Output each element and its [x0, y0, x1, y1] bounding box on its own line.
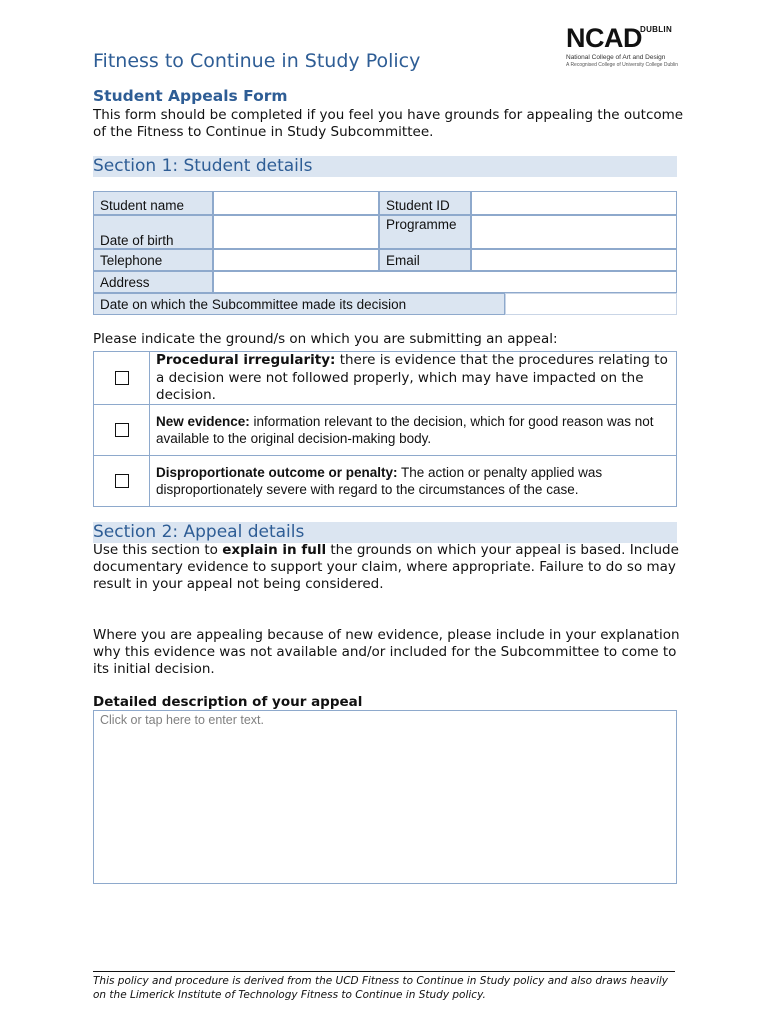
address-label: Address	[93, 271, 213, 293]
section2-paragraph-1	[93, 542, 693, 593]
new-evidence-description: information relevant to the decision, which for good reason was not available to the original decision-making body.	[156, 414, 654, 446]
section1-heading: Section 1: Student details	[93, 156, 677, 177]
decision-date-label: Date on which the Subcommittee made its decision	[93, 293, 505, 315]
procedural-text	[156, 352, 670, 405]
para1-part-c: the grounds on which your appeal is based. Include documentary evidence to support your claim, where appropriate. Failure to do so may result in your appeal not being considered.	[93, 542, 679, 592]
telephone-label: Telephone	[93, 249, 213, 271]
student-name-label: Student name	[93, 191, 213, 215]
procedural-checkbox-cell	[94, 352, 150, 404]
email-field[interactable]	[471, 249, 677, 271]
date-of-birth-field[interactable]	[213, 215, 379, 249]
para1-emphasis: explain in full	[222, 542, 327, 558]
para1-part-a: Use this section to	[93, 542, 223, 558]
logo-subline: National College of Art and Design	[566, 54, 666, 61]
form-title: Student Appeals Form	[93, 87, 288, 105]
logo-subline-small: A Recognised College of University College Dublin	[566, 62, 679, 68]
new-evidence-text	[156, 413, 670, 447]
decision-date-field[interactable]	[505, 293, 677, 315]
grounds-intro: Please indicate the ground/s on which you are submitting an appeal:	[93, 331, 558, 347]
student-details-table	[93, 191, 677, 315]
programme-label: Programme	[379, 215, 471, 249]
student-name-field[interactable]	[213, 191, 379, 215]
intro-text: This form should be completed if you feel you have grounds for appealing the outcome of the Fitness to Continue in Study Subcommittee.	[93, 107, 684, 140]
new-evidence-title: New evidence:	[156, 414, 250, 429]
ground-new-evidence	[93, 404, 677, 456]
email-label: Email	[379, 249, 471, 271]
date-of-birth-label: Date of birth	[93, 215, 213, 249]
footer-note: This policy and procedure is derived from the UCD Fitness to Continue in Study policy and also draws heavily on the Limerick Institute of Technology Fitness to Continue in Study policy.	[93, 975, 668, 1001]
description-label: Detailed description of your appeal	[93, 694, 363, 710]
new-evidence-checkbox[interactable]	[115, 423, 129, 437]
footer-divider	[93, 971, 675, 972]
logo-dublin: DUBLIN	[640, 25, 673, 34]
appeal-description-input[interactable]	[93, 710, 677, 884]
programme-field[interactable]	[471, 215, 677, 249]
ground-disproportionate	[93, 455, 677, 507]
procedural-checkbox[interactable]	[115, 371, 129, 385]
disproportionate-title: Disproportionate outcome or penalty:	[156, 465, 398, 480]
document-title: Fitness to Continue in Study Policy	[93, 50, 421, 72]
grounds-table	[93, 351, 677, 507]
telephone-field[interactable]	[213, 249, 379, 271]
ground-procedural	[93, 351, 677, 405]
address-field[interactable]	[213, 271, 677, 293]
procedural-description: there is evidence that the procedures relating to a decision were not followed properly, which may have impacted on the decision.	[156, 352, 668, 403]
student-id-field[interactable]	[471, 191, 677, 215]
section2-paragraph-2: Where you are appealing because of new evidence, please include in your explanation why this evidence was not available and/or included for the Subcommittee to come to its initial decision.	[93, 627, 680, 677]
disproportionate-checkbox-cell	[94, 456, 150, 506]
ncad-logo	[566, 22, 678, 70]
new-evidence-checkbox-cell	[94, 405, 150, 455]
description-placeholder: Click or tap here to enter text.	[100, 713, 264, 727]
student-id-label: Student ID	[379, 191, 471, 215]
disproportionate-description: The action or penalty applied was disproportionately severe with regard to the circumstances of the case.	[156, 465, 603, 497]
disproportionate-checkbox[interactable]	[115, 474, 129, 488]
procedural-title: Procedural irregularity:	[156, 352, 336, 368]
section2-heading: Section 2: Appeal details	[93, 522, 677, 543]
logo-wordmark: NCAD	[566, 23, 642, 53]
disproportionate-text	[156, 464, 670, 498]
